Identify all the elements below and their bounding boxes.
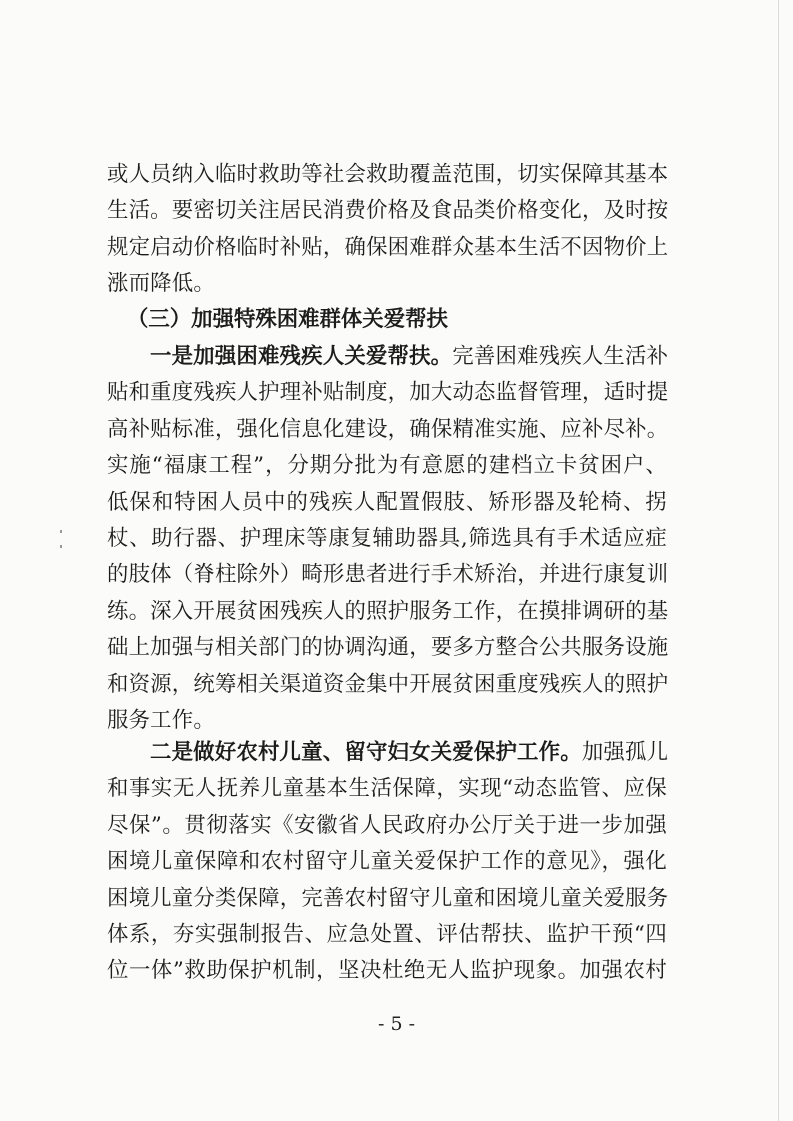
text-line: [107, 774, 667, 804]
text-line: [107, 160, 667, 190]
text-line: [107, 847, 667, 877]
line-text: 困境儿童保障和农村留守儿童关爱保护工作的意见》，强化: [107, 849, 667, 875]
text-line: [107, 233, 667, 263]
line-text: 低保和特困人员中的残疾人配置假肢、矫形器及轮椅、拐: [107, 489, 667, 515]
line-text: 加强孤儿: [581, 740, 669, 765]
text-line: [107, 488, 667, 518]
text-line: [107, 956, 667, 986]
line-text: 练。深入开展贫困残疾人的照护服务工作，在摸排调研的基: [107, 598, 669, 624]
line-text: 贴和重度残疾人护理补贴制度，加大动态监督管理，适时提: [107, 380, 669, 406]
text-line: [150, 738, 667, 768]
line-text: 完善困难残疾人生活补: [452, 344, 669, 369]
text-line: [150, 342, 667, 372]
scan-speck: [60, 530, 62, 533]
line-text: 困境儿童分类保障，完善农村留守儿童和困境儿童关爱服务: [107, 885, 669, 911]
text-line: [107, 633, 667, 663]
scan-speck: [60, 545, 62, 548]
page-number: - 5 -: [377, 1013, 415, 1035]
line-text: 位一体”救助保护机制，坚决杜绝无人监护现象。加强农村: [107, 958, 667, 984]
line-text: 和资源，统筹相关渠道资金集中开展贫困重度残疾人的照护: [107, 671, 669, 697]
line-text: 生活。要密切关注居民消费价格及食品类价格变化，及时按: [107, 198, 669, 224]
line-text: 的肢体（脊柱除外）畸形患者进行手术矫治，并进行康复训: [107, 562, 669, 588]
text-line: [107, 706, 667, 736]
text-line: [107, 670, 667, 700]
text-line: [107, 560, 667, 590]
text-line: [107, 415, 667, 445]
line-text: 杖、助行器、护理床等康复辅助器具,筛选具有手术适应症: [107, 526, 667, 551]
text-line: [107, 196, 667, 226]
line-text: 高补贴标准，强化信息化建设，确保精准实施、应补尽补。: [107, 416, 669, 442]
text-line: [107, 811, 667, 841]
text-line: [107, 597, 667, 627]
text-line: [107, 451, 667, 481]
text-line: [107, 920, 667, 950]
scan-edge: [778, 0, 779, 1121]
line-text: 实施“福康工程”，分期分批为有意愿的建档立卡贫困户、: [107, 453, 667, 479]
line-text: 或人员纳入临时救助等社会救助覆盖范围，切实保障其基本: [107, 162, 669, 187]
text-line: [107, 269, 667, 299]
bold-lead: 二是做好农村儿童、留守妇女关爱保护工作。: [150, 740, 582, 765]
line-text: 和事实无人抚养儿童基本生活保障，实现“动态监管、应保: [107, 776, 667, 802]
text-line: [107, 524, 667, 554]
line-text: 规定启动价格临时补贴，确保困难群众基本生活不因物价上: [107, 234, 669, 260]
line-text: 体系，夯实强制报告、应急处置、评估帮扶、监护干预“四: [107, 922, 667, 947]
line-text: 服务工作。: [107, 708, 215, 733]
line-text: 涨而降低。: [107, 271, 215, 297]
bold-lead: 一是加强困难残疾人关爱帮扶。: [150, 344, 453, 369]
text-line: [107, 884, 667, 914]
line-text: 础上加强与相关部门的协调沟通，要多方整合公共服务设施: [107, 635, 669, 661]
text-line: [107, 378, 667, 408]
section-heading: （三）加强特殊困难群体关爱帮扶: [127, 307, 448, 332]
line-text: 尽保”。贯彻落实《安徽省人民政府办公厅关于进一步加强: [107, 812, 667, 838]
